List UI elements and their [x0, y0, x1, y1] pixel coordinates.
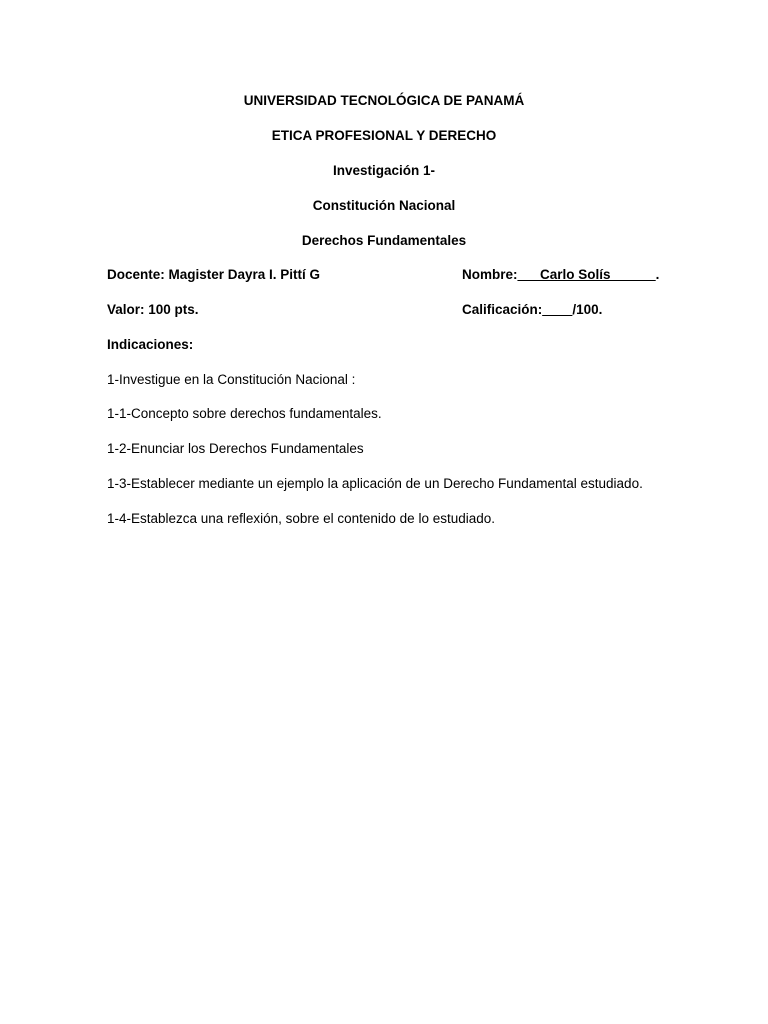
grade-line	[462, 301, 602, 319]
grade-blank: ____	[542, 302, 573, 317]
name-label: Nombre:	[462, 267, 518, 282]
name-end: .	[655, 267, 660, 282]
assignment-title: Investigación 1-	[332, 163, 436, 178]
instruction-item: 1-Investigue en la Constitución Nacional :	[107, 372, 356, 387]
teacher-line: Docente: Magister Dayra I. Pittí G	[107, 267, 321, 282]
student-name-line	[462, 266, 659, 284]
instruction-item: 1-2-Enunciar los Derechos Fundamentales	[107, 441, 364, 456]
grade-end: /100.	[572, 302, 603, 317]
course-title: ETICA PROFESIONAL Y DERECHO	[271, 128, 497, 143]
instructions-heading: Indicaciones:	[107, 337, 194, 352]
instruction-item: 1-4-Establezca una reflexión, sobre el contenido de lo estudiado.	[107, 511, 495, 526]
grade-label: Calificación:	[462, 302, 543, 317]
value-line: Valor: 100 pts.	[107, 302, 199, 317]
subtopic-title: Derechos Fundamentales	[301, 233, 467, 248]
topic-title: Constitución Nacional	[312, 198, 456, 213]
instruction-item: 1-1-Concepto sobre derechos fundamentales.	[107, 406, 382, 421]
university-title: UNIVERSIDAD TECNOLÓGICA DE PANAMÁ	[243, 93, 525, 108]
name-value: ___Carlo Solís______	[517, 267, 656, 282]
instruction-item: 1-3-Establecer mediante un ejemplo la aplicación de un Derecho Fundamental estudiado.	[107, 476, 643, 491]
